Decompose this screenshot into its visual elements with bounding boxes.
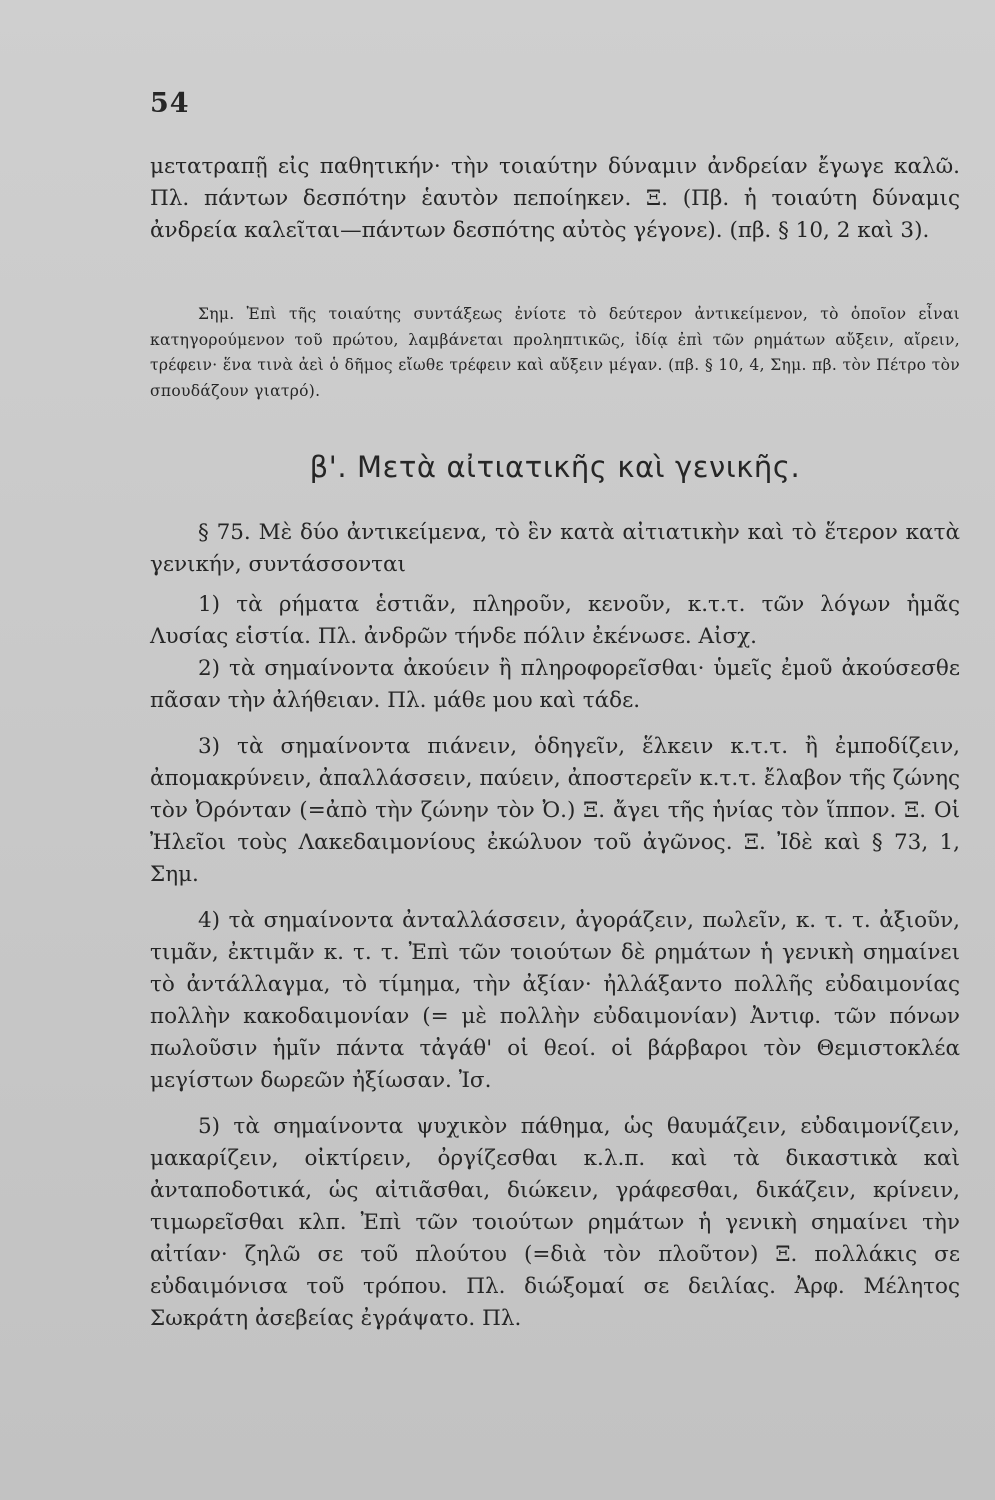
page-number: 54 xyxy=(150,88,190,119)
item-5: 5) τὰ σημαίνοντα ψυχικὸν πάθημα, ὡς θαυμάζειν, εὐδαιμονίζειν, μακαρίζειν, οἰκτίρειν, ὀργίζεσθαι κ.λ.π. καὶ τὰ δικαστικὰ καὶ ἀνταποδοτικά, ὡς αἰτιᾶσθαι, διώκειν, γράφεσθαι, δικάζειν, κρίνειν, τιμωρεῖσθαι κλπ. Ἐπὶ τῶν τοιούτων ρημάτων ἡ γενικὴ σημαίνει τὴν αἰτίαν· ζηλῶ σε τοῦ πλούτου (=διὰ τὸν πλοῦτον) Ξ. πολλάκις σε εὐδαιμόνισα τοῦ τρόπου. Πλ. διώξομαί σε δειλίας. Ἀρφ. Μέλητος Σωκράτη ἀσεβείας ἐγράψατο. Πλ. xyxy=(150,1114,960,1331)
intro-paragraph: μετατραπῇ εἰς παθητικήν· τὴν τοιαύτην δύναμιν ἀνδρείαν ἔγωγε καλῶ. Πλ. πάντων δεσπότην ἑαυτὸν πεποίηκεν. Ξ. (Πβ. ἡ τοιαύτη δύναμις ἀνδρεία καλεῖται—πάντων δεσπότης αὐτὸς γέγονε). (πβ. § 10, 2 καὶ 3). xyxy=(150,154,960,243)
section-body xyxy=(150,517,960,1335)
intro-paragraph-block xyxy=(150,151,960,247)
note-paragraph: Σημ. Ἐπὶ τῆς τοιαύτης συντάξεως ἐνίοτε τὸ δεύτερον ἀντικείμενον, τὸ ὁποῖον εἶναι κατηγορούμενον τοῦ πρώτου, λαμβάνεται προληπτικῶς, ἰδίᾳ ἐπὶ τῶν ρημάτων αὔξειν, αἴρειν, τρέφειν· ἕνα τινὰ ἀεὶ ὁ δῆμος εἴωθε τρέφειν καὶ αὔξειν μέγαν. (πβ. § 10, 4, Σημ. πβ. τὸν Πέτρο τὸν σπουδάζουν γιατρό). xyxy=(150,305,960,400)
item-1: 1) τὰ ρήματα ἑστιᾶν, πληροῦν, κενοῦν, κ.τ.τ. τῶν λόγων ἡμᾶς Λυσίας εἱστία. Πλ. ἀνδρῶν τήνδε πόλιν ἐκένωσε. Αἰσχ. xyxy=(150,592,960,649)
item-2: 2) τὰ σημαίνοντα ἀκούειν ἢ πληροφορεῖσθαι· ὑμεῖς ἐμοῦ ἀκούσεσθε πᾶσαν τὴν ἀλήθειαν. Πλ. μάθε μου καὶ τάδε. xyxy=(150,656,960,713)
section-intro: § 75. Μὲ δύο ἀντικείμενα, τὸ ἓν κατὰ αἰτιατικὴν καὶ τὸ ἕτερον κατὰ γενικήν, συντάσσονται xyxy=(150,520,960,577)
note-block xyxy=(150,302,960,404)
item-3: 3) τὰ σημαίνοντα πιάνειν, ὁδηγεῖν, ἕλκειν κ.τ.τ. ἢ ἐμποδίζειν, ἀπομακρύνειν, ἀπαλλάσσειν, παύειν, ἀποστερεῖν κ.τ.τ. ἔλαβον τῆς ζώνης τὸν Ὀρόνταν (=ἀπὸ τὴν ζώνην τὸν Ὀ.) Ξ. ἄγει τῆς ἡνίας τὸν ἵππον. Ξ. Οἱ Ἠλεῖοι τοὺς Λακεδαιμονίους ἐκώλυον τοῦ ἀγῶνος. Ξ. Ἰδὲ καὶ § 73, 1, Σημ. xyxy=(150,734,960,887)
item-4: 4) τὰ σημαίνοντα ἀνταλλάσσειν, ἀγοράζειν, πωλεῖν, κ. τ. τ. ἀξιοῦν, τιμᾶν, ἐκτιμᾶν κ. τ. τ. Ἐπὶ τῶν τοιούτων δὲ ρημάτων ἡ γενικὴ σημαίνει τὸ ἀντάλλαγμα, τὸ τίμημα, τὴν ἀξίαν· ἠλλάξαντο πολλῆς εὐδαιμονίας πολλὴν κακοδαιμονίαν (= μὲ πολλὴν εὐδαιμονίαν) Ἀντιφ. τῶν πόνων πωλοῦσιν ἡμῖν πάντα τἀγάθ' οἱ θεοί. οἱ βάρβαροι τὸν Θεμιστοκλέα μεγίστων δωρεῶν ἠξίωσαν. Ἰσ. xyxy=(150,908,960,1093)
section-heading: β'. Μετὰ αἰτιατικῆς καὶ γενικῆς. xyxy=(309,450,801,484)
